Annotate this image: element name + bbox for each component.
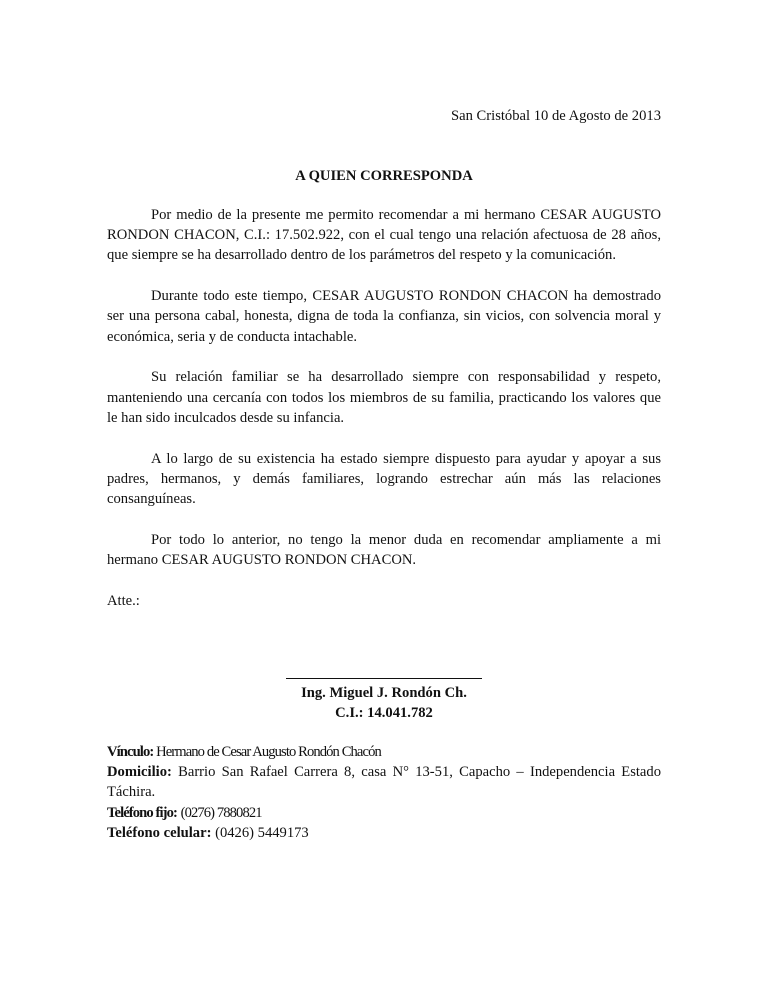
signature-line <box>286 664 482 679</box>
signatory-id: C.I.: 14.041.782 <box>335 705 433 722</box>
telefono-fijo-value: (0276) 7880821 <box>180 804 262 821</box>
paragraph-conclusion: Por todo lo anterior, no tengo la menor duda en recomendar ampliamente a mi hermano CESAR AUGUSTO RONDON CHACON. <box>107 531 661 569</box>
paragraph-character: Durante todo este tiempo, CESAR AUGUSTO RONDON CHACON ha demostrado ser una persona cabal, honesta, digna de toda la confianza, sin vicios, con solvencia moral y económica, seria y de conducta intachable. <box>107 288 661 345</box>
paragraph-family-relations: Su relación familiar se ha desarrollado siempre con responsabilidad y respeto, manteniendo una cercanía con todos los miembros de su familia, practicando los valores que le han sido inculcados desde su infancia. <box>107 369 661 426</box>
domicilio-value: Barrio San Rafael Carrera 8, casa N° 13-51, Capacho – Independencia Estado Táchira. <box>107 764 661 801</box>
detail-vinculo <box>107 742 661 762</box>
domicilio-label: Domicilio: <box>107 764 172 781</box>
detail-telefono-celular <box>107 823 661 843</box>
paragraph-introduction: Por medio de la presente me permito recomendar a mi hermano CESAR AUGUSTO RONDON CHACON, C.I.: 17.502.922, con el cual tengo una relación afectuosa de 28 años, que siempre se ha desarrollado dentro de los parámetros del respeto y la comunicación. <box>107 207 661 264</box>
letter-salutation: A QUIEN CORRESPONDA <box>295 168 473 184</box>
paragraph-support: A lo largo de su existencia ha estado siempre dispuesto para ayudar y apoyar a sus padres, hermanos, y demás familiares, logrando estrechar aún más las relaciones consanguíneas. <box>107 450 661 508</box>
telefono-celular-label: Teléfono celular: <box>107 824 212 841</box>
signature-block <box>0 664 768 723</box>
letter-closing: Atte.: <box>107 592 140 609</box>
vinculo-label: Vínculo: <box>107 744 154 760</box>
letter-date: San Cristóbal 10 de Agosto de 2013 <box>451 108 661 124</box>
detail-telefono-fijo <box>107 803 661 823</box>
letter-body <box>107 205 661 611</box>
telefono-fijo-label: Teléfono fijo: <box>107 804 177 821</box>
vinculo-value: Hermano de Cesar Augusto Rondón Chacón <box>156 744 381 760</box>
detail-domicilio <box>107 762 661 802</box>
telefono-celular-value: (0426) 5449173 <box>215 824 309 841</box>
contact-details <box>107 742 661 843</box>
signatory-name: Ing. Miguel J. Rondón Ch. <box>301 685 467 701</box>
